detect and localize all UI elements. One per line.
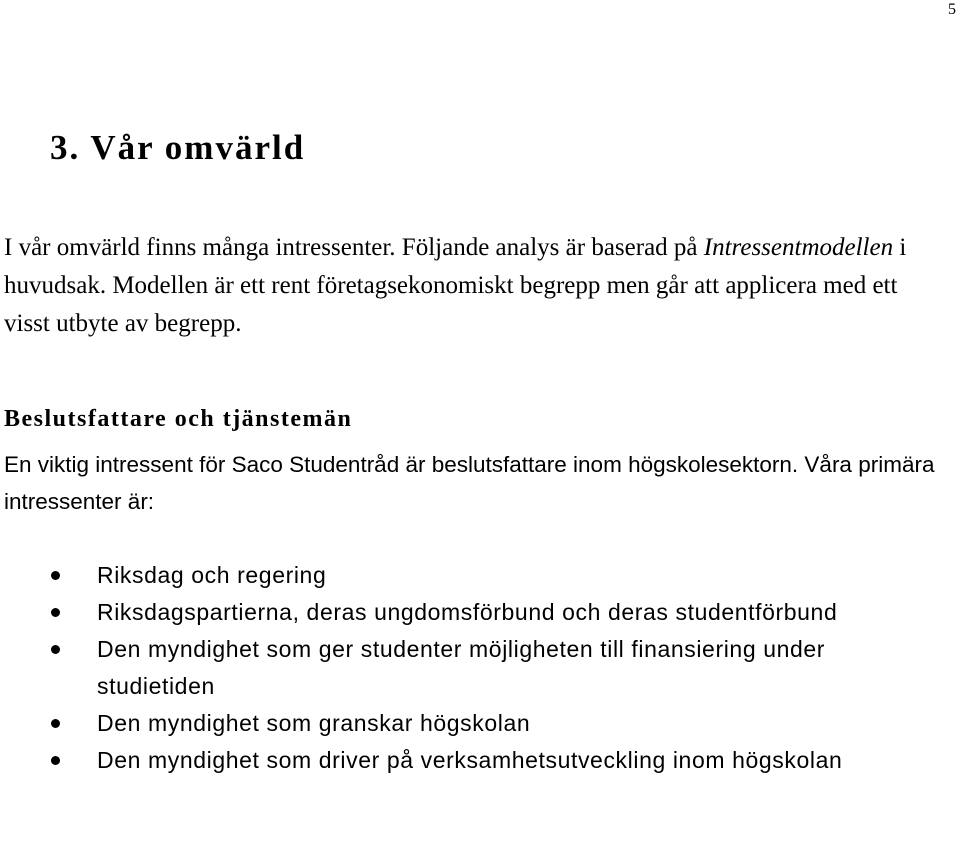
bullet-icon — [51, 645, 60, 654]
bullet-icon — [51, 756, 60, 765]
section-paragraph: En viktig intressent för Saco Studentråd är beslutsfattare inom högskolesektorn. Våra primära intressenter är: — [4, 452, 935, 514]
list-item — [0, 705, 940, 742]
stakeholder-list — [0, 557, 940, 779]
list-item-text: Den myndighet som granskar högskolan — [97, 710, 531, 736]
list-item-text: Den myndighet som ger studenter möjligheten till finansiering under studietiden — [97, 636, 826, 699]
bullet-icon — [51, 571, 60, 580]
list-item-text: Den myndighet som driver på verksamhetsutveckling inom högskolan — [97, 747, 843, 773]
model-name: Intressentmodellen — [703, 234, 894, 261]
intro-text-start: I vår omvärld finns många intressenter. Följande analys är baserad på — [4, 234, 704, 261]
bullet-icon — [51, 608, 60, 617]
list-item — [0, 631, 940, 705]
list-item — [0, 594, 940, 631]
list-item-text: Riksdagspartierna, deras ungdomsförbund och deras studentförbund — [97, 599, 838, 625]
list-item-text: Riksdag och regering — [97, 562, 327, 588]
intro-text-end: i huvudsak. Modellen är ett rent företagsekonomiskt begrepp men går att applicera med ett visst utbyte av begrepp. — [4, 234, 907, 337]
list-item — [0, 557, 940, 594]
list-item — [0, 742, 940, 779]
chapter-heading: 3. Vår omvärld — [50, 128, 306, 167]
section-heading: Beslutsfattare och tjänstemän — [4, 406, 353, 432]
page-number: 5 — [948, 1, 956, 18]
bullet-icon — [51, 719, 60, 728]
intro-paragraph — [4, 229, 944, 343]
